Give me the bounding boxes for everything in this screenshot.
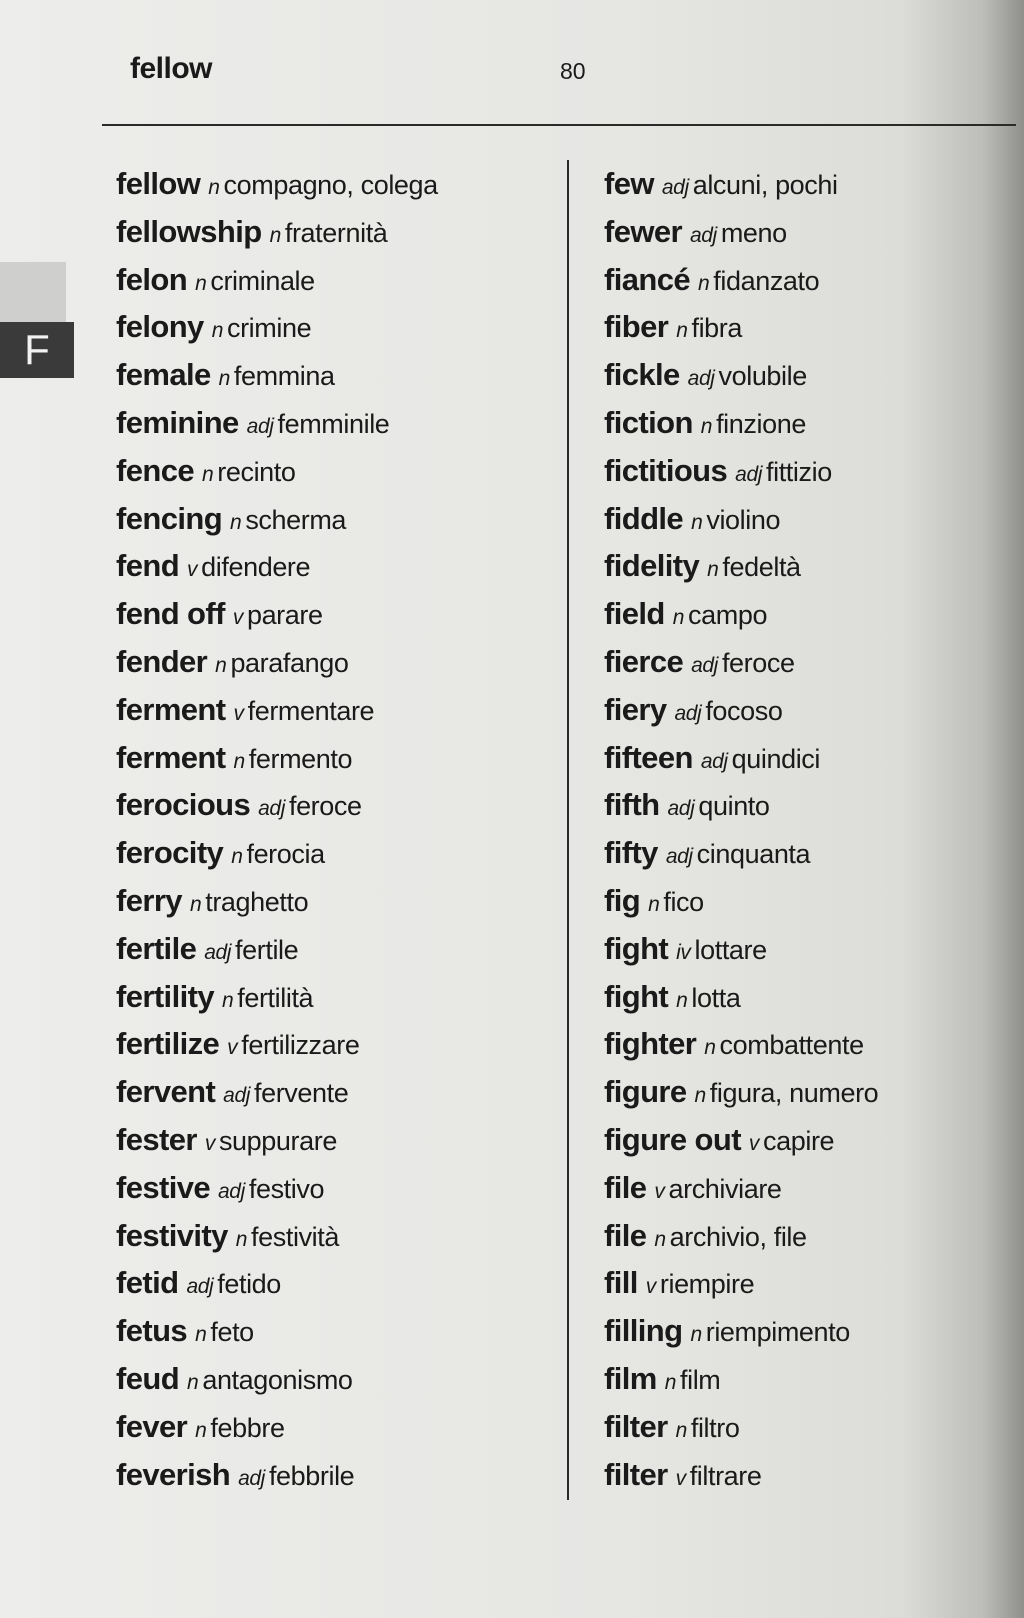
header-rule [102,124,1016,126]
entry-headword: feminine [116,404,239,440]
dictionary-entry [604,1403,878,1451]
entry-part-of-speech: n [269,223,281,247]
entry-translation: fittizio [766,456,832,487]
entry-translation: ferocia [246,839,325,870]
dictionary-entry [116,1355,438,1403]
entry-translation: campo [688,600,768,631]
entry-translation: fico [663,886,704,917]
entry-headword: female [116,357,211,393]
entry-translation: quinto [698,791,770,822]
entry-part-of-speech: adj [186,1275,214,1299]
entry-headword: fiery [604,691,667,727]
dictionary-entry [116,1068,438,1116]
entry-translation: feroce [288,791,362,822]
entry-headword: fewer [604,213,682,249]
entry-headword: ferocious [116,787,251,823]
entry-translation: suppurare [218,1125,337,1156]
entry-headword: fertile [116,930,197,966]
dictionary-entry [604,208,878,256]
entry-part-of-speech: n [230,510,242,534]
dictionary-entry [116,1451,438,1499]
entry-headword: filter [604,1456,668,1492]
entry-part-of-speech: v [654,1179,665,1203]
entry-headword: few [604,166,654,201]
entry-part-of-speech: n [235,1227,248,1251]
entry-headword: fickle [604,357,680,393]
entry-headword: ferocity [116,835,224,871]
dictionary-entry [604,829,878,877]
dictionary-entry [116,303,438,351]
entry-part-of-speech: n [211,319,223,343]
entry-headword: fierce [604,643,684,679]
entry-headword: fig [604,882,641,918]
entry-translation: meno [720,217,787,248]
entry-headword: fifth [604,787,660,823]
entry-headword: fiber [604,309,669,345]
entry-headword: fiddle [604,500,684,536]
dictionary-entry [604,1164,878,1212]
column-divider [567,160,569,1500]
entry-part-of-speech: n [208,176,220,199]
entry-translation: fedeltà [722,552,801,583]
entry-translation: fermentare [247,695,375,726]
entry-headword: fence [116,452,194,488]
right-column [604,160,878,1498]
entry-part-of-speech: adj [665,845,693,869]
entry-translation: festivo [248,1173,325,1204]
entry-translation: femmina [233,361,335,392]
entry-headword: fiancé [604,261,690,297]
entry-headword: feud [116,1360,180,1396]
entry-headword: figure [604,1074,687,1110]
entry-headword: ferment [116,739,226,775]
entry-translation: lottare [694,934,767,965]
entry-part-of-speech: iv [676,940,691,964]
entry-translation: riempimento [705,1317,850,1348]
entry-headword: felon [116,261,188,297]
entry-headword: fifteen [604,739,693,775]
dictionary-entry [116,1164,438,1212]
entry-translation: volubile [718,361,807,392]
entry-translation: filtrare [689,1460,762,1491]
entry-translation: fertilizzare [241,1030,360,1061]
entry-translation: cinquanta [696,839,811,870]
dictionary-entry [604,256,878,304]
entry-translation: fermento [248,743,353,774]
entry-translation: fetido [217,1269,281,1300]
dictionary-entry [116,160,438,208]
entry-part-of-speech: adj [204,940,232,964]
entry-translation: antagonismo [202,1364,353,1395]
dictionary-entry [116,351,438,399]
dictionary-entry [604,160,878,208]
entry-translation: quindici [731,743,821,774]
dictionary-entry [604,877,878,925]
entry-translation: fervente [254,1078,349,1109]
entry-translation: criminale [210,265,315,296]
entry-part-of-speech: v [748,1131,760,1155]
dictionary-entry [604,781,878,829]
entry-translation: finzione [716,408,806,439]
entry-translation: focoso [705,695,783,726]
entry-part-of-speech: n [215,653,227,677]
entry-translation: feroce [721,647,795,678]
dictionary-entry [604,1259,878,1307]
entry-translation: parafango [230,647,349,678]
dictionary-entry [116,781,438,829]
dictionary-entry [604,686,878,734]
entry-part-of-speech: n [707,558,719,582]
entry-part-of-speech: n [704,1036,716,1060]
dictionary-entry [604,1451,878,1499]
entry-part-of-speech: n [672,606,685,630]
entry-part-of-speech: adj [687,367,715,391]
entry-part-of-speech: n [676,988,688,1012]
entry-translation: figura, numero [709,1078,879,1109]
entry-translation: riempire [659,1269,755,1300]
entry-translation: crimine [226,313,312,344]
entry-translation: archivio, file [669,1221,807,1252]
entry-part-of-speech: adj [735,462,762,486]
entry-part-of-speech: v [232,606,243,630]
dictionary-entry [116,1212,438,1260]
entry-headword: fellowship [116,213,262,249]
entry-part-of-speech: v [227,1036,238,1060]
dictionary-entry [604,1355,878,1403]
entry-headword: ferry [116,882,182,918]
dictionary-entry [604,351,878,399]
dictionary-entry [116,1116,438,1164]
entry-headword: filling [604,1313,683,1349]
entry-headword: fever [116,1408,188,1444]
entry-translation: parare [246,600,323,631]
entry-part-of-speech: n [231,845,243,869]
dictionary-entry [116,542,438,590]
entry-headword: fifty [604,835,658,871]
entry-part-of-speech: n [654,1227,666,1251]
entry-headword: fight [604,978,669,1014]
entry-headword: fervent [116,1074,216,1110]
entry-translation: fraternità [284,217,388,248]
entry-headword: fertilize [116,1026,220,1062]
entry-headword: fend off [116,596,225,632]
entry-translation: fidanzato [713,265,820,296]
entry-headword: fill [604,1265,638,1301]
entry-translation: fertile [235,934,299,965]
dictionary-entry [604,590,878,638]
dictionary-entry [604,734,878,782]
dictionary-entry [604,1307,878,1355]
entry-translation: febbrile [268,1460,355,1491]
entry-headword: field [604,596,665,632]
entry-headword: feverish [116,1456,231,1492]
dictionary-entry [604,495,878,543]
dictionary-entry [116,495,438,543]
entry-part-of-speech: n [664,1370,676,1394]
entry-translation: traghetto [205,886,309,917]
entry-headword: file [604,1217,647,1253]
entry-part-of-speech: adj [661,176,689,199]
entry-translation: recinto [217,456,296,487]
dictionary-entry [604,1020,878,1068]
entry-translation: combattente [719,1030,864,1061]
entry-translation: femminile [277,408,390,439]
entry-headword: fictitious [604,452,728,488]
entry-part-of-speech: v [204,1131,215,1155]
entry-translation: alcuni, pochi [692,170,838,200]
entry-part-of-speech: adj [691,653,718,677]
entry-headword: film [604,1360,657,1396]
entry-part-of-speech: v [187,558,198,582]
entry-part-of-speech: v [645,1275,656,1299]
entry-part-of-speech: n [201,462,214,486]
entry-translation: feto [210,1317,254,1348]
entry-headword: fester [116,1121,197,1157]
entry-headword: fertility [116,978,214,1014]
entry-headword: fend [116,548,180,584]
entry-headword: fender [116,643,208,679]
entry-part-of-speech: n [195,1418,207,1442]
dictionary-entry [116,829,438,877]
guide-word: fellow [130,52,213,85]
entry-part-of-speech: n [187,1370,199,1394]
entry-headword: fidelity [604,548,700,584]
entry-headword: filter [604,1408,668,1444]
dictionary-entry [604,447,878,495]
entry-headword: felony [116,309,204,345]
entry-translation: archiviare [668,1173,782,1204]
entry-part-of-speech: n [221,988,234,1012]
entry-part-of-speech: adj [218,1179,245,1203]
entry-part-of-speech: n [648,892,660,916]
entry-part-of-speech: adj [246,414,274,438]
dictionary-entry [116,399,438,447]
entry-translation: capire [763,1125,835,1156]
entry-headword: fighter [604,1026,697,1062]
entry-translation: film [680,1364,721,1395]
dictionary-entry [116,447,438,495]
entry-part-of-speech: n [195,1323,207,1347]
thumb-index-shadow [0,262,66,322]
dictionary-entry [116,1307,438,1355]
entry-translation: festività [251,1221,339,1252]
dictionary-entry [116,256,438,304]
dictionary-entry [116,925,438,973]
entry-part-of-speech: n [690,1323,702,1347]
dictionary-entry [604,638,878,686]
dictionary-entry [604,1068,878,1116]
entry-part-of-speech: adj [667,797,695,821]
thumb-index-tab: F [0,322,74,378]
left-column [116,160,438,1498]
dictionary-entry [116,1403,438,1451]
entry-part-of-speech: n [698,271,710,295]
entry-translation: violino [706,504,781,535]
entry-part-of-speech: adj [258,797,285,821]
entry-part-of-speech: adj [238,1466,265,1490]
entry-part-of-speech: n [218,367,230,391]
entry-translation: fertilità [237,982,314,1013]
entry-headword: figure out [604,1121,741,1157]
entry-part-of-speech: adj [674,701,702,725]
entry-part-of-speech: n [233,749,245,773]
entry-part-of-speech: v [233,701,244,725]
entry-part-of-speech: adj [223,1084,250,1108]
entry-translation: compagno, colega [223,170,438,200]
entry-part-of-speech: n [694,1084,706,1108]
dictionary-entry [116,590,438,638]
entry-headword: fencing [116,500,223,536]
entry-part-of-speech: n [691,510,703,534]
page-number: 80 [560,58,586,84]
entry-headword: festivity [116,1217,228,1253]
dictionary-entry [116,1020,438,1068]
dictionary-entry [116,734,438,782]
entry-part-of-speech: adj [689,223,717,247]
entry-headword: fetus [116,1313,188,1349]
dictionary-entry [604,925,878,973]
entry-translation: scherma [245,504,347,535]
entry-part-of-speech: n [195,271,207,295]
dictionary-entry [116,973,438,1021]
dictionary-entry [604,1212,878,1260]
entry-headword: ferment [116,691,226,727]
entry-part-of-speech: n [189,892,202,916]
entry-part-of-speech: v [675,1466,686,1490]
dictionary-entry [604,542,878,590]
entry-part-of-speech: adj [700,749,728,773]
entry-headword: fetid [116,1265,179,1301]
entry-translation: lotta [691,982,741,1013]
dictionary-entry [604,399,878,447]
entry-translation: fibra [691,313,742,344]
entry-headword: fellow [116,166,201,201]
entry-part-of-speech: n [676,319,688,343]
entry-part-of-speech: n [675,1418,687,1442]
entry-part-of-speech: n [700,414,713,438]
dictionary-entry [116,1259,438,1307]
dictionary-entry [116,686,438,734]
entry-headword: festive [116,1169,211,1205]
dictionary-entry [604,303,878,351]
dictionary-entry [604,973,878,1021]
entry-translation: difendere [201,552,311,583]
dictionary-entry [116,208,438,256]
dictionary-entry [604,1116,878,1164]
entry-headword: fiction [604,404,693,440]
entry-translation: febbre [210,1412,285,1443]
entry-headword: file [604,1169,647,1205]
dictionary-entry [116,877,438,925]
entry-translation: filtro [690,1412,740,1443]
dictionary-entry [116,638,438,686]
entry-headword: fight [604,930,669,966]
